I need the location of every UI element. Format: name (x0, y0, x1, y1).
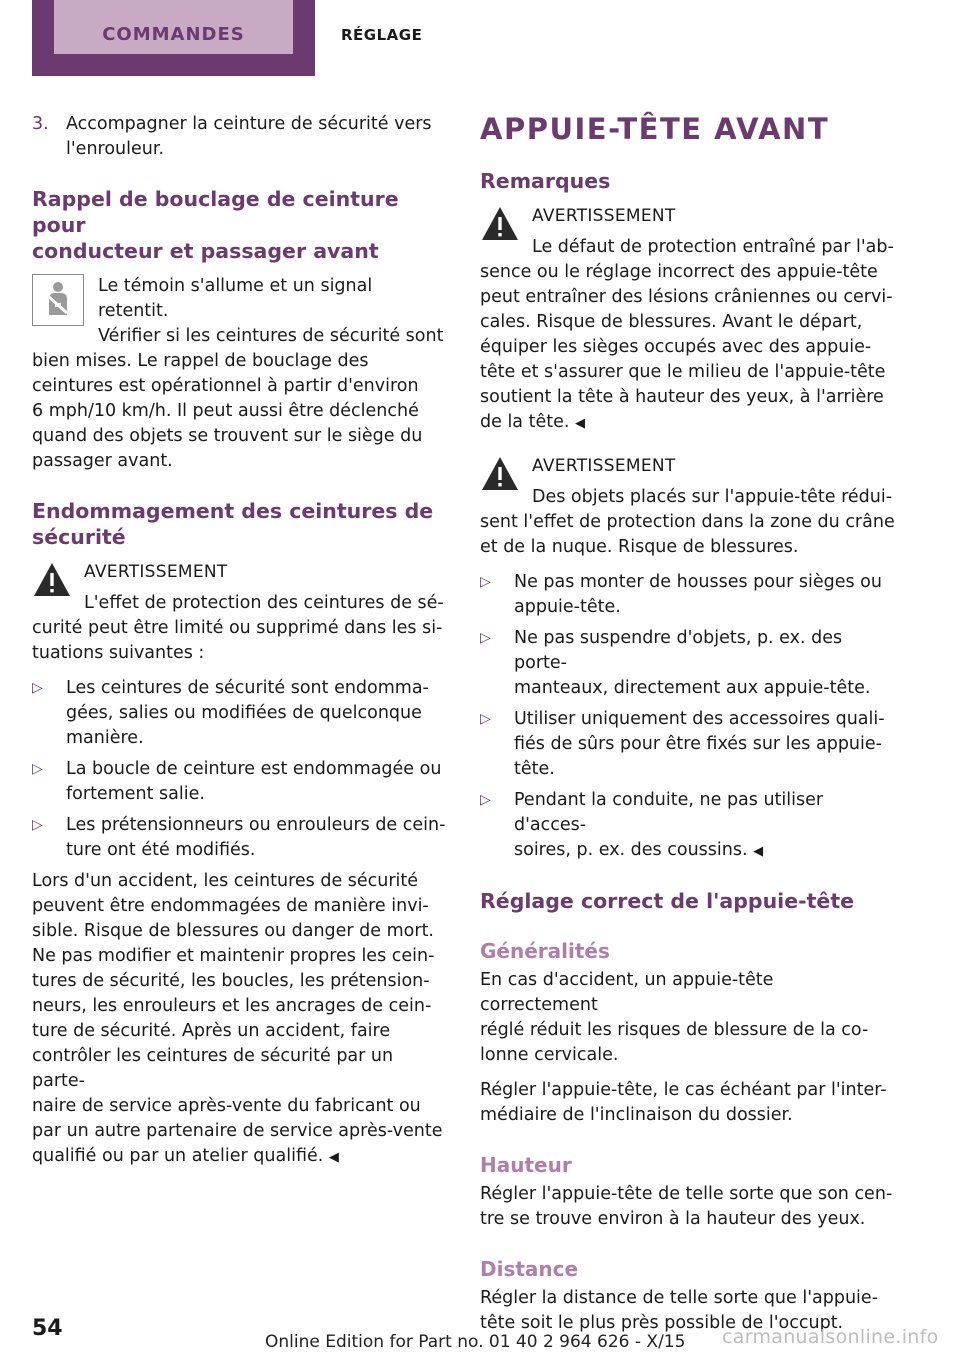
seatbelt-reminder-icon (32, 274, 84, 326)
edition-label: Online Edition for Part no. 01 40 2 964 626 - X/15 (265, 1332, 686, 1352)
list-item: ▷ Les ceintures de sécurité sont endomma- gées, salies ou modifiées de quelconque manière. (32, 676, 447, 751)
bullet-arrow-icon: ▷ (32, 817, 43, 833)
bullet-arrow-icon: ▷ (32, 680, 43, 696)
watermark: carmanualsonline.info (722, 1326, 939, 1348)
end-mark-icon: ◀ (753, 844, 764, 859)
heading-reglage-correct: Réglage correct de l'appuie-tête (480, 889, 855, 913)
list-item: ▷ Les prétensionneurs ou enrouleurs de cein- ture ont été modifiés. (32, 813, 447, 863)
warning-title: AVERTISSEMENT (532, 206, 676, 226)
bullet-arrow-icon: ▷ (32, 761, 43, 777)
warning-triangle-icon (480, 454, 520, 494)
warning-text: Des objets placés sur l'appuie-tête rédui- sent l'effet de protection dans la zone du crâne et de la nuque. Risque de blessures. (480, 487, 895, 557)
step-number: 3. (32, 114, 49, 134)
rappel-paragraph: Le témoin s'allume et un signal retentit. Vérifier si les ceintures de sécurité sont bien mises. Le rappel de bouclage des ceintures est opérationnel à partir d'environ 6 mph/10 km/h. Il peut aussi être déclenché quand des objets se trouvent sur le siège du passager avant. (32, 276, 444, 471)
list-item: ▷ Ne pas suspendre d'objets, p. ex. des porte- manteaux, directement aux appuie-tête. (480, 626, 895, 701)
warning-text: Le défaut de protection entraîné par l'ab- sence ou le réglage incorrect des appuie-tête peut entraîner des lésions crâniennes ou cervi- cales. Risque de blessures. Avant le départ, équiper les sièges occupés avec des appuie- tête et s'assurer que le milieu de l'appuie-tête soutient la tête à hauteur des yeux, à l'arrière de la tête. ◀ (480, 237, 894, 432)
chapter-tabs (0, 0, 960, 80)
tab-reglage[interactable]: RÉGLAGE (341, 26, 423, 44)
warning-appuie-tete-1 (480, 204, 895, 436)
generalites-paragraph: En cas d'accident, un appuie-tête correctement réglé réduit les risques de blessure de la co- lonne cervicale. (480, 970, 869, 1065)
page-title: APPUIE-TÊTE AVANT (480, 112, 830, 146)
generalites-paragraph-2: Régler l'appuie-tête, le cas échéant par l'inter- médiaire de l'inclinaison du dossier. (480, 1080, 887, 1125)
warning-title: AVERTISSEMENT (532, 456, 676, 476)
warning-triangle-icon (480, 204, 520, 244)
hauteur-paragraph: Régler l'appuie-tête de telle sorte que son cen- tre se trouve environ à la hauteur des yeux. (480, 1184, 893, 1229)
right-column (480, 112, 895, 1346)
page-number: 54 (32, 1316, 63, 1341)
tab-commandes[interactable] (32, 0, 315, 76)
heading-generalites: Généralités (480, 939, 610, 963)
accident-paragraph: Lors d'un accident, les ceintures de sécurité peuvent être endommagées de manière invi- sible. Risque de blessures ou danger de mort. Ne pas modifier et maintenir propres les cein- tures de sécurité, les boucles, les prétension- neurs, les enrouleurs et les ancrages de cein- ture de sécurité. Après un accident, faire contrôler les ceintures de sécurité par un parte- naire de service après-vente du fabricant ou par un autre partenaire de service après-vente qualifié ou par un atelier qualifié. ◀ (32, 871, 443, 1166)
tab-commandes-label: COMMANDES (54, 0, 293, 54)
list-item: ▷ La boucle de ceinture est endommagée ou fortement salie. (32, 757, 447, 807)
step-3-text: Accompagner la ceinture de sécurité vers l'enrouleur. (66, 114, 432, 159)
bullet-arrow-icon: ▷ (480, 711, 491, 727)
end-mark-icon: ◀ (574, 416, 585, 431)
heading-distance: Distance (480, 1257, 579, 1281)
bullet-arrow-icon: ▷ (480, 792, 491, 808)
heading-rappel-bouclage: Rappel de bouclage de ceinture pour conducteur et passager avant (32, 187, 399, 263)
bullet-arrow-icon: ▷ (480, 630, 491, 646)
list-item: ▷ Utiliser uniquement des accessoires quali- fiés de sûrs pour être fixés sur les appuie- tête. (480, 707, 895, 782)
list-item: ▷ Ne pas monter de housses pour sièges ou appuie-tête. (480, 570, 895, 620)
warning-text: L'effet de protection des ceintures de sé- curité peut être limité ou supprimé dans les si- tuations suivantes : (32, 593, 444, 663)
bullet-arrow-icon: ▷ (480, 574, 491, 590)
warning-title: AVERTISSEMENT (84, 562, 228, 582)
heading-endommagement: Endommagement des ceintures de sécurité (32, 499, 434, 549)
warning-triangle-icon (32, 560, 72, 600)
list-item: ▷ Pendant la conduite, ne pas utiliser d'acces- soires, p. ex. des coussins. ◀ (480, 788, 895, 864)
warning-appuie-tete-2 (480, 454, 895, 560)
left-column (32, 112, 447, 1180)
step-3 (32, 112, 447, 162)
warning-ceintures (32, 560, 447, 666)
heading-remarques: Remarques (480, 169, 611, 193)
heading-hauteur: Hauteur (480, 1153, 572, 1177)
distance-paragraph: Régler la distance de telle sorte que l'appuie- tête soit le plus près possible de l'occupt. (480, 1288, 879, 1333)
end-mark-icon: ◀ (328, 1150, 339, 1165)
